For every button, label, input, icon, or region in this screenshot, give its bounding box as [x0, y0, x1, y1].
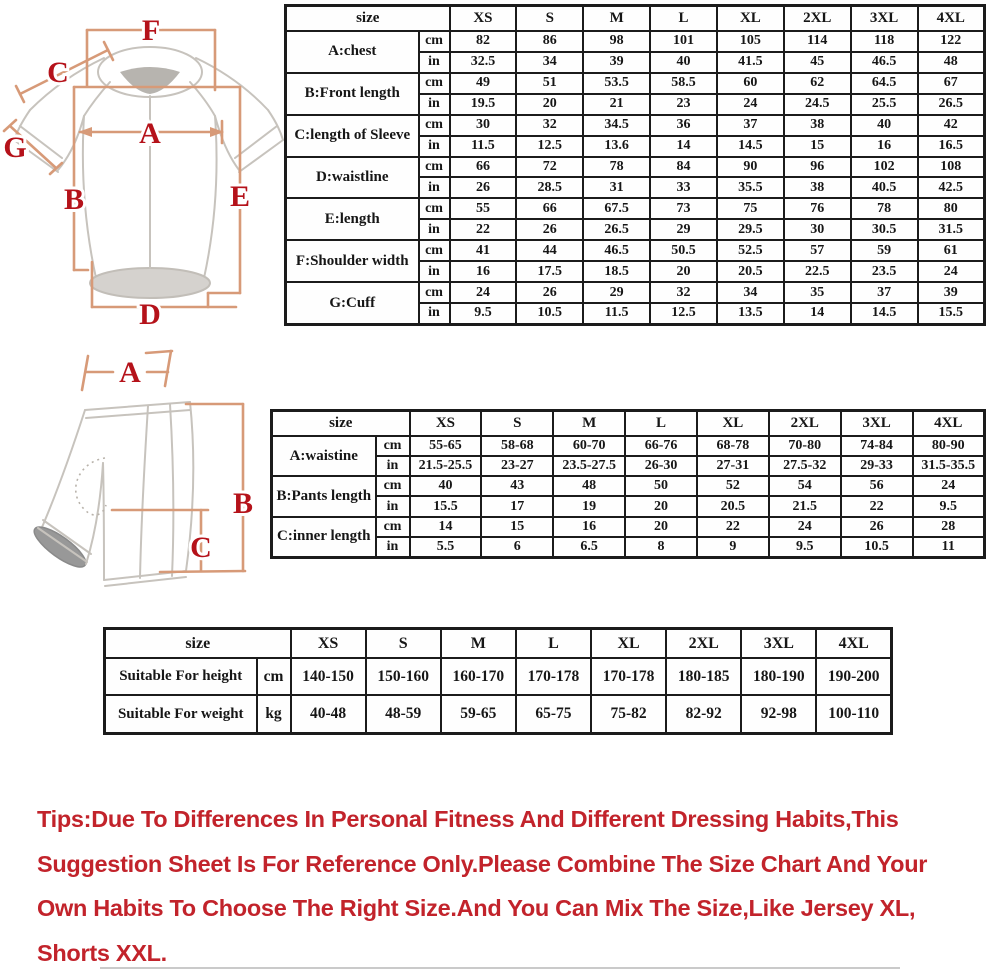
size-value-cell: 28.5	[516, 177, 583, 198]
size-value-cell: 11	[913, 537, 985, 558]
unit-label: cm	[376, 517, 410, 537]
size-value-cell: 16	[553, 517, 625, 537]
tips-line: Suggestion Sheet Is For Reference Only.Please Combine The Size Chart And Your	[37, 850, 928, 877]
size-value-cell: 23	[650, 94, 717, 115]
unit-label: cm	[419, 31, 450, 52]
size-value-cell: 16.5	[918, 136, 985, 157]
size-value-cell: 18.5	[583, 261, 650, 282]
size-value-cell: 86	[516, 31, 583, 52]
size-value-cell: 82-92	[666, 695, 741, 733]
row-label: A:waistine	[272, 436, 376, 476]
size-corner-header: size	[286, 6, 450, 32]
size-value-cell: 19	[553, 496, 625, 516]
dim-letter-B: B	[63, 183, 85, 216]
size-value-cell: 20	[625, 496, 697, 516]
size-value-cell: 40	[410, 476, 482, 496]
size-value-cell: 9.5	[769, 537, 841, 558]
size-col-header: XL	[717, 6, 784, 32]
size-col-header: 4XL	[816, 629, 891, 659]
dim-letter-A: A	[139, 117, 161, 150]
size-value-cell: 180-185	[666, 658, 741, 695]
size-value-cell: 42	[918, 115, 985, 136]
size-value-cell: 22	[697, 517, 769, 537]
size-value-cell: 39	[583, 52, 650, 73]
size-value-cell: 114	[784, 31, 851, 52]
size-value-cell: 15	[784, 136, 851, 157]
size-value-cell: 65-75	[516, 695, 591, 733]
size-value-cell: 25.5	[851, 94, 918, 115]
unit-label: in	[376, 456, 410, 476]
row-label: C:length of Sleeve	[286, 115, 419, 157]
size-value-cell: 66-76	[625, 436, 697, 456]
size-value-cell: 24	[717, 94, 784, 115]
size-value-cell: 16	[851, 136, 918, 157]
size-value-cell: 62	[784, 73, 851, 94]
dim-letter-B: B	[232, 487, 254, 520]
size-value-cell: 37	[851, 282, 918, 303]
size-value-cell: 160-170	[441, 658, 516, 695]
size-value-cell: 15.5	[918, 303, 985, 325]
size-value-cell: 17	[481, 496, 553, 516]
size-col-header: XS	[291, 629, 366, 659]
unit-label: in	[376, 496, 410, 516]
size-value-cell: 55	[450, 198, 517, 219]
size-col-header: 3XL	[841, 411, 913, 437]
size-value-cell: 59	[851, 240, 918, 261]
size-value-cell: 31.5	[918, 219, 985, 240]
size-value-cell: 26	[516, 282, 583, 303]
size-value-cell: 14	[784, 303, 851, 325]
size-value-cell: 19.5	[450, 94, 517, 115]
size-value-cell: 27.5-32	[769, 456, 841, 476]
size-value-cell: 43	[481, 476, 553, 496]
unit-label: in	[419, 177, 450, 198]
unit-label: kg	[257, 695, 291, 733]
dim-letter-D: D	[139, 298, 161, 331]
size-value-cell: 75	[717, 198, 784, 219]
tips-note	[37, 797, 972, 972]
size-value-cell: 40	[851, 115, 918, 136]
size-value-cell: 20	[516, 94, 583, 115]
size-col-header: S	[366, 629, 441, 659]
size-value-cell: 105	[717, 31, 784, 52]
unit-label: cm	[376, 476, 410, 496]
size-value-cell: 55-65	[410, 436, 482, 456]
size-value-cell: 78	[583, 157, 650, 178]
size-value-cell: 26.5	[918, 94, 985, 115]
size-value-cell: 101	[650, 31, 717, 52]
size-col-header: XS	[410, 411, 482, 437]
unit-label: cm	[419, 282, 450, 303]
size-value-cell: 52	[697, 476, 769, 496]
unit-label: in	[419, 94, 450, 115]
size-value-cell: 30	[784, 219, 851, 240]
unit-label: in	[419, 136, 450, 157]
size-col-header: 2XL	[784, 6, 851, 32]
shorts-measure-lines	[82, 351, 245, 572]
size-value-cell: 48	[918, 52, 985, 73]
size-col-header: XL	[591, 629, 666, 659]
size-value-cell: 40-48	[291, 695, 366, 733]
size-value-cell: 22.5	[784, 261, 851, 282]
size-value-cell: 70-80	[769, 436, 841, 456]
size-value-cell: 51	[516, 73, 583, 94]
size-value-cell: 66	[450, 157, 517, 178]
size-value-cell: 72	[516, 157, 583, 178]
size-value-cell: 60-70	[553, 436, 625, 456]
unit-label: cm	[419, 73, 450, 94]
size-value-cell: 46.5	[583, 240, 650, 261]
size-value-cell: 68-78	[697, 436, 769, 456]
size-value-cell: 35.5	[717, 177, 784, 198]
size-value-cell: 35	[784, 282, 851, 303]
shorts-size-table	[270, 409, 986, 559]
size-value-cell: 12.5	[650, 303, 717, 325]
size-value-cell: 33	[650, 177, 717, 198]
unit-label: in	[419, 261, 450, 282]
size-value-cell: 24	[913, 476, 985, 496]
size-col-header: 2XL	[666, 629, 741, 659]
size-col-header: XL	[697, 411, 769, 437]
size-col-header: M	[441, 629, 516, 659]
size-value-cell: 41.5	[717, 52, 784, 73]
size-value-cell: 48	[553, 476, 625, 496]
size-col-header: 4XL	[918, 6, 985, 32]
size-value-cell: 30.5	[851, 219, 918, 240]
size-value-cell: 50.5	[650, 240, 717, 261]
row-label: F:Shoulder width	[286, 240, 419, 282]
size-value-cell: 40	[650, 52, 717, 73]
size-col-header: L	[625, 411, 697, 437]
unit-label: cm	[419, 157, 450, 178]
size-value-cell: 52.5	[717, 240, 784, 261]
tips-line: Own Habits To Choose The Right Size.And You Can Mix The Size,Like Jersey XL,	[37, 895, 916, 921]
size-value-cell: 75-82	[591, 695, 666, 733]
size-value-cell: 10.5	[516, 303, 583, 325]
size-value-cell: 76	[784, 198, 851, 219]
tips-line: Shorts XXL.	[37, 939, 167, 966]
size-value-cell: 23.5-27.5	[553, 456, 625, 476]
size-value-cell: 98	[583, 31, 650, 52]
unit-label: in	[419, 219, 450, 240]
row-label: C:inner length	[272, 517, 376, 558]
size-value-cell: 170-178	[516, 658, 591, 695]
height-weight-fit-table	[103, 627, 893, 735]
size-value-cell: 20.5	[697, 496, 769, 516]
dim-letter-C: C	[190, 531, 212, 564]
size-value-cell: 21	[583, 94, 650, 115]
shorts-diagram	[0, 340, 285, 590]
size-value-cell: 11.5	[583, 303, 650, 325]
size-value-cell: 24	[918, 261, 985, 282]
size-value-cell: 8	[625, 537, 697, 558]
size-value-cell: 82	[450, 31, 517, 52]
size-col-header: M	[553, 411, 625, 437]
row-label: A:chest	[286, 31, 419, 73]
size-value-cell: 67.5	[583, 198, 650, 219]
size-col-header: S	[516, 6, 583, 32]
row-label: Suitable For height	[105, 658, 257, 695]
size-value-cell: 100-110	[816, 695, 891, 733]
size-value-cell: 41	[450, 240, 517, 261]
size-value-cell: 59-65	[441, 695, 516, 733]
size-col-header: M	[583, 6, 650, 32]
size-value-cell: 22	[841, 496, 913, 516]
size-value-cell: 16	[450, 261, 517, 282]
size-value-cell: 26-30	[625, 456, 697, 476]
size-value-cell: 108	[918, 157, 985, 178]
size-value-cell: 31	[583, 177, 650, 198]
size-value-cell: 90	[717, 157, 784, 178]
size-value-cell: 38	[784, 177, 851, 198]
size-value-cell: 26	[841, 517, 913, 537]
unit-label: cm	[419, 198, 450, 219]
size-value-cell: 29	[583, 282, 650, 303]
size-value-cell: 9.5	[450, 303, 517, 325]
size-col-header: L	[516, 629, 591, 659]
size-value-cell: 24	[769, 517, 841, 537]
tips-line: Tips:Due To Differences In Personal Fitness And Different Dressing Habits,This	[37, 806, 899, 832]
size-value-cell: 78	[851, 198, 918, 219]
dim-letter-F: F	[141, 14, 161, 47]
size-value-cell: 23.5	[851, 261, 918, 282]
size-value-cell: 53.5	[583, 73, 650, 94]
size-value-cell: 140-150	[291, 658, 366, 695]
size-value-cell: 49	[450, 73, 517, 94]
size-value-cell: 80-90	[913, 436, 985, 456]
size-value-cell: 170-178	[591, 658, 666, 695]
size-value-cell: 24.5	[784, 94, 851, 115]
size-value-cell: 150-160	[366, 658, 441, 695]
size-value-cell: 17.5	[516, 261, 583, 282]
size-value-cell: 26.5	[583, 219, 650, 240]
unit-label: in	[419, 303, 450, 325]
size-value-cell: 37	[717, 115, 784, 136]
size-value-cell: 20.5	[717, 261, 784, 282]
size-value-cell: 42.5	[918, 177, 985, 198]
unit-label: in	[376, 537, 410, 558]
size-value-cell: 84	[650, 157, 717, 178]
size-value-cell: 58-68	[481, 436, 553, 456]
size-value-cell: 67	[918, 73, 985, 94]
size-value-cell: 9.5	[913, 496, 985, 516]
size-value-cell: 102	[851, 157, 918, 178]
size-value-cell: 12.5	[516, 136, 583, 157]
jersey-diagram	[0, 0, 285, 345]
size-corner-header: size	[272, 411, 410, 437]
size-value-cell: 31.5-35.5	[913, 456, 985, 476]
row-label: Suitable For weight	[105, 695, 257, 733]
size-value-cell: 54	[769, 476, 841, 496]
size-value-cell: 21.5-25.5	[410, 456, 482, 476]
size-value-cell: 36	[650, 115, 717, 136]
size-col-header: 3XL	[741, 629, 816, 659]
size-value-cell: 30	[450, 115, 517, 136]
size-value-cell: 64.5	[851, 73, 918, 94]
size-value-cell: 38	[784, 115, 851, 136]
size-value-cell: 5.5	[410, 537, 482, 558]
size-value-cell: 180-190	[741, 658, 816, 695]
shorts-measure-letters	[119, 356, 253, 564]
size-value-cell: 45	[784, 52, 851, 73]
size-col-header: S	[481, 411, 553, 437]
size-value-cell: 32	[516, 115, 583, 136]
size-value-cell: 66	[516, 198, 583, 219]
size-col-header: 2XL	[769, 411, 841, 437]
size-value-cell: 26	[516, 219, 583, 240]
row-label: D:waistline	[286, 157, 419, 199]
size-col-header: 3XL	[851, 6, 918, 32]
size-value-cell: 11.5	[450, 136, 517, 157]
size-col-header: 4XL	[913, 411, 985, 437]
unit-label: cm	[419, 240, 450, 261]
row-label: B:Front length	[286, 73, 419, 115]
shorts-outline	[29, 402, 193, 586]
size-value-cell: 6	[481, 537, 553, 558]
unit-label: in	[419, 52, 450, 73]
size-col-header: L	[650, 6, 717, 32]
size-value-cell: 40.5	[851, 177, 918, 198]
size-value-cell: 23-27	[481, 456, 553, 476]
size-value-cell: 61	[918, 240, 985, 261]
size-value-cell: 29-33	[841, 456, 913, 476]
size-value-cell: 118	[851, 31, 918, 52]
size-value-cell: 14.5	[717, 136, 784, 157]
dim-letter-G: G	[3, 131, 27, 164]
dim-letter-A: A	[119, 356, 141, 389]
size-value-cell: 27-31	[697, 456, 769, 476]
size-value-cell: 13.6	[583, 136, 650, 157]
size-value-cell: 46.5	[851, 52, 918, 73]
size-value-cell: 29.5	[717, 219, 784, 240]
dim-letter-C: C	[47, 56, 69, 89]
size-value-cell: 9	[697, 537, 769, 558]
size-value-cell: 14	[650, 136, 717, 157]
size-value-cell: 13.5	[717, 303, 784, 325]
row-label: E:length	[286, 198, 419, 240]
size-value-cell: 14.5	[851, 303, 918, 325]
row-label: B:Pants length	[272, 476, 376, 516]
size-value-cell: 20	[650, 261, 717, 282]
size-value-cell: 34	[717, 282, 784, 303]
size-value-cell: 15.5	[410, 496, 482, 516]
size-corner-header: size	[105, 629, 291, 659]
size-value-cell: 57	[784, 240, 851, 261]
size-value-cell: 60	[717, 73, 784, 94]
size-value-cell: 22	[450, 219, 517, 240]
size-value-cell: 28	[913, 517, 985, 537]
size-value-cell: 92-98	[741, 695, 816, 733]
size-value-cell: 44	[516, 240, 583, 261]
size-value-cell: 34.5	[583, 115, 650, 136]
size-value-cell: 14	[410, 517, 482, 537]
unit-label: cm	[419, 115, 450, 136]
size-value-cell: 10.5	[841, 537, 913, 558]
size-col-header: XS	[450, 6, 517, 32]
unit-label: cm	[376, 436, 410, 456]
size-value-cell: 48-59	[366, 695, 441, 733]
row-label: G:Cuff	[286, 282, 419, 324]
size-value-cell: 190-200	[816, 658, 891, 695]
size-value-cell: 58.5	[650, 73, 717, 94]
size-value-cell: 34	[516, 52, 583, 73]
unit-label: cm	[257, 658, 291, 695]
size-value-cell: 80	[918, 198, 985, 219]
size-value-cell: 6.5	[553, 537, 625, 558]
size-value-cell: 122	[918, 31, 985, 52]
size-value-cell: 32.5	[450, 52, 517, 73]
size-value-cell: 20	[625, 517, 697, 537]
size-value-cell: 50	[625, 476, 697, 496]
size-value-cell: 26	[450, 177, 517, 198]
dim-letter-E: E	[229, 180, 251, 213]
bottom-divider	[100, 967, 900, 969]
size-value-cell: 21.5	[769, 496, 841, 516]
size-value-cell: 39	[918, 282, 985, 303]
jersey-size-table	[284, 4, 986, 326]
size-value-cell: 74-84	[841, 436, 913, 456]
size-value-cell: 15	[481, 517, 553, 537]
size-value-cell: 24	[450, 282, 517, 303]
size-value-cell: 73	[650, 198, 717, 219]
size-value-cell: 32	[650, 282, 717, 303]
size-value-cell: 29	[650, 219, 717, 240]
size-value-cell: 56	[841, 476, 913, 496]
size-value-cell: 96	[784, 157, 851, 178]
